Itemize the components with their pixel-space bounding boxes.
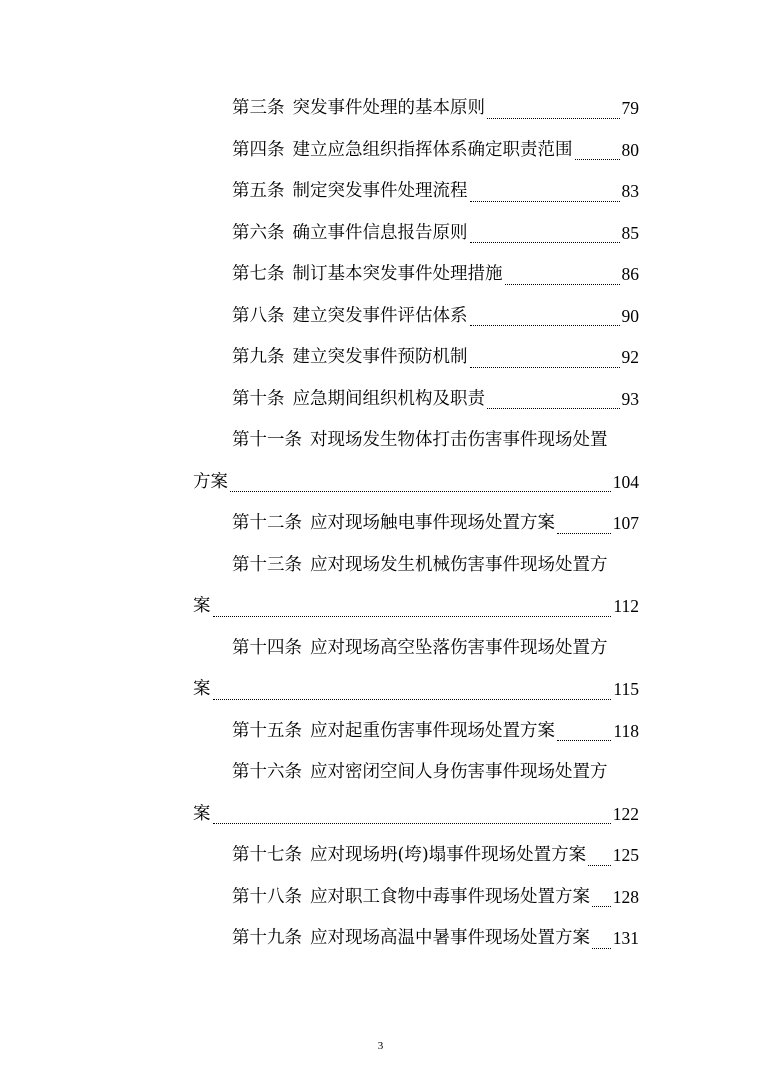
toc-entry-page: 131 — [612, 928, 639, 948]
toc-entry-title: 应对现场发生机械伤害事件现场处置方 — [310, 554, 608, 575]
toc-entry-number: 第十四条 — [232, 637, 302, 658]
dot-leader — [470, 367, 620, 368]
toc-entry-page: 92 — [621, 347, 639, 367]
toc-entry-continuation[interactable] — [193, 794, 639, 836]
toc-entry-title: 应急期间组织机构及职责 — [292, 388, 485, 409]
toc-entry[interactable] — [193, 213, 639, 255]
toc-entry-title-continued: 案 — [193, 596, 211, 616]
toc-entry-title: 应对密闭空间人身伤害事件现场处置方 — [310, 762, 608, 782]
toc-entry-title: 应对起重伤害事件现场处置方案 — [310, 720, 555, 741]
dot-leader — [557, 740, 611, 741]
toc-entry-page: 107 — [612, 513, 639, 533]
toc-entry-continuation[interactable] — [193, 586, 639, 628]
toc-entry[interactable] — [193, 130, 639, 172]
toc-entry[interactable] — [193, 711, 639, 753]
dot-leader — [213, 823, 611, 824]
dot-leader — [230, 491, 611, 492]
toc-entry-title: 应对现场高温中暑事件现场处置方案 — [310, 928, 590, 948]
toc-entry[interactable] — [193, 88, 639, 130]
toc-entry-title: 建立突发事件评估体系 — [292, 305, 468, 326]
toc-entry-number: 第十五条 — [232, 720, 302, 741]
dot-leader — [487, 118, 620, 119]
toc-entry[interactable] — [193, 877, 639, 919]
toc-entry-number: 第十六条 — [232, 762, 302, 782]
toc-entry-number: 第七条 — [232, 264, 285, 284]
toc-entry-number: 第十条 — [232, 388, 285, 409]
dot-leader — [487, 408, 620, 409]
dot-leader — [470, 201, 620, 202]
toc-entry-page: 80 — [621, 139, 639, 160]
toc-entry-number: 第十七条 — [232, 845, 302, 865]
toc-entry-number: 第五条 — [232, 181, 285, 201]
toc-entry-title: 对现场发生物体打击伤害事件现场处置 — [310, 430, 608, 450]
toc-entry-page: 86 — [621, 264, 639, 284]
toc-entry-title: 应对现场触电事件现场处置方案 — [310, 513, 555, 533]
toc-entry-title: 建立突发事件预防机制 — [292, 347, 468, 367]
toc-entry-page: 104 — [612, 471, 639, 492]
toc-entry[interactable] — [193, 296, 639, 338]
toc-entry-page: 115 — [613, 679, 639, 699]
toc-entry-title: 应对现场坍(垮)塌事件现场处置方案 — [310, 845, 587, 865]
dot-leader — [213, 616, 612, 617]
page-number: 3 — [377, 1040, 384, 1052]
toc-entry-first-line[interactable] — [193, 545, 639, 587]
toc-entry-number: 第三条 — [232, 98, 285, 118]
table-of-contents — [193, 88, 639, 960]
dot-leader — [470, 325, 620, 326]
toc-entry-title-continued: 方案 — [193, 471, 228, 492]
toc-entry-title: 制定突发事件处理流程 — [292, 181, 468, 201]
toc-entry-number: 第十九条 — [232, 928, 302, 948]
dot-leader — [505, 284, 620, 285]
toc-entry-page: 118 — [613, 720, 639, 741]
toc-entry-number: 第十三条 — [232, 554, 302, 575]
toc-entry-continuation[interactable] — [193, 462, 639, 504]
toc-entry-title: 应对职工食物中毒事件现场处置方案 — [310, 886, 590, 907]
toc-entry-number: 第十一条 — [232, 430, 302, 450]
toc-entry-continuation[interactable] — [193, 669, 639, 711]
toc-entry-page: 83 — [621, 181, 639, 201]
toc-entry-page: 112 — [613, 596, 639, 616]
toc-entry-page: 128 — [612, 886, 639, 907]
toc-entry-title: 突发事件处理的基本原则 — [292, 98, 485, 118]
toc-entry[interactable] — [193, 918, 639, 960]
toc-entry-number: 第九条 — [232, 347, 285, 367]
toc-entry-page: 122 — [612, 803, 639, 824]
toc-entry-number: 第八条 — [232, 305, 285, 326]
toc-entry[interactable] — [193, 379, 639, 421]
toc-entry-number: 第十八条 — [232, 886, 302, 907]
dot-leader — [213, 699, 612, 700]
toc-entry[interactable] — [193, 835, 639, 877]
toc-entry-first-line[interactable] — [193, 420, 639, 462]
toc-entry[interactable] — [193, 171, 639, 213]
dot-leader — [575, 159, 620, 160]
toc-entry-first-line[interactable] — [193, 752, 639, 794]
toc-entry[interactable] — [193, 254, 639, 296]
toc-entry-page: 125 — [612, 845, 639, 865]
toc-entry-number: 第十二条 — [232, 513, 302, 533]
toc-entry-first-line[interactable] — [193, 628, 639, 670]
dot-leader — [588, 865, 611, 866]
dot-leader — [592, 906, 611, 907]
dot-leader — [470, 242, 620, 243]
toc-entry-title-continued: 案 — [193, 803, 211, 824]
toc-entry-title: 建立应急组织指挥体系确定职责范围 — [292, 139, 573, 160]
toc-entry-title: 制订基本突发事件处理措施 — [292, 264, 503, 284]
toc-entry-number: 第六条 — [232, 222, 285, 243]
toc-entry[interactable] — [193, 337, 639, 379]
toc-entry-title: 应对现场高空坠落伤害事件现场处置方 — [310, 637, 608, 658]
toc-entry-title-continued: 案 — [193, 679, 211, 699]
dot-leader — [557, 533, 611, 534]
toc-entry-title: 确立事件信息报告原则 — [292, 222, 468, 243]
toc-entry-page: 85 — [621, 222, 639, 243]
toc-entry-page: 90 — [621, 305, 639, 326]
toc-entry[interactable] — [193, 503, 639, 545]
toc-entry-number: 第四条 — [232, 139, 285, 160]
dot-leader — [592, 948, 611, 949]
toc-entry-page: 93 — [621, 388, 639, 409]
toc-entry-page: 79 — [621, 98, 639, 118]
